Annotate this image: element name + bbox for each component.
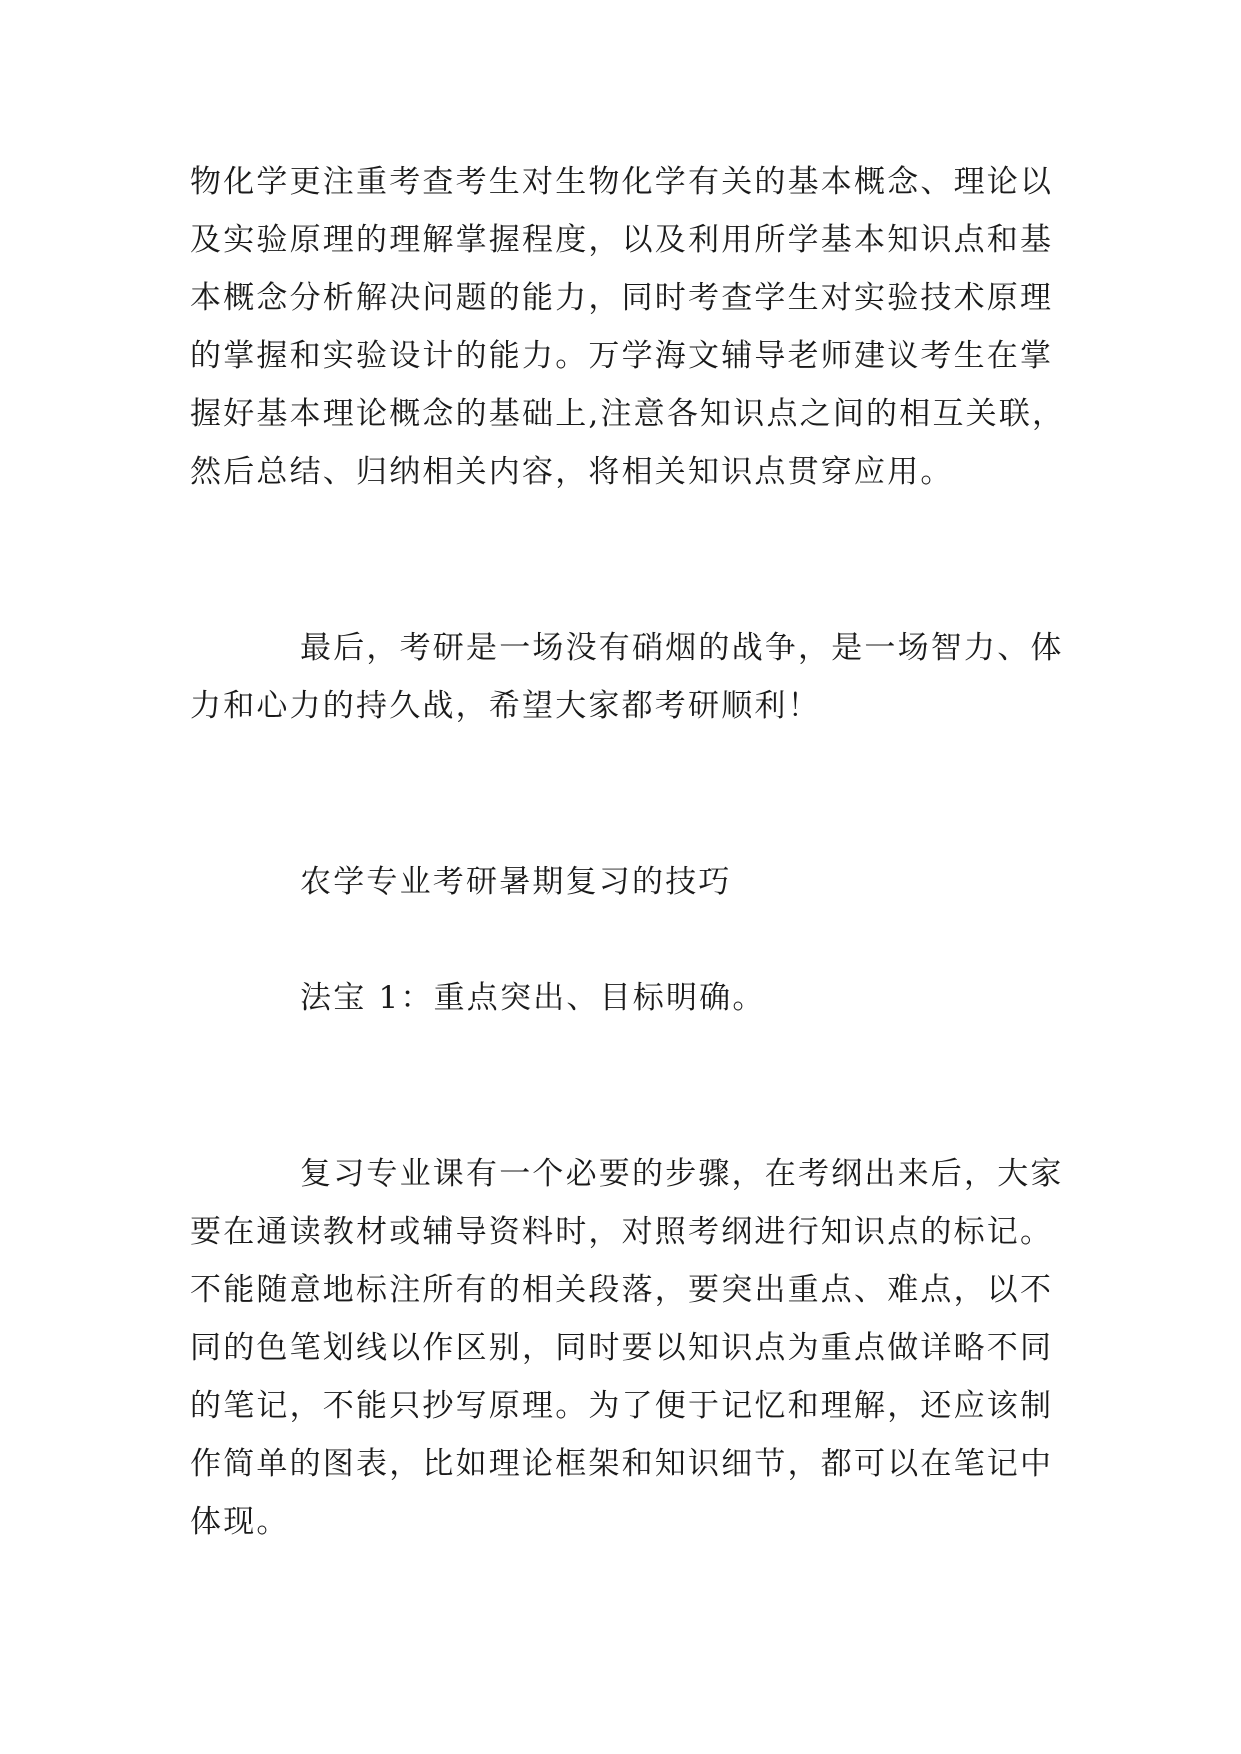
paragraph-line: 本概念分析解决问题的能力，同时考查学生对实验技术原理 xyxy=(190,280,1054,316)
section-title: 农学专业考研暑期复习的技巧 xyxy=(300,864,732,900)
subheading: 法宝 1：重点突出、目标明确。 xyxy=(300,980,766,1016)
paragraph-line: 然后总结、归纳相关内容，将相关知识点贯穿应用。 xyxy=(190,454,954,490)
paragraph-line: 及实验原理的理解掌握程度，以及利用所学基本知识点和基 xyxy=(190,222,1054,258)
paragraph-line: 物化学更注重考查考生对生物化学有关的基本概念、理论以 xyxy=(190,164,1054,200)
paragraph-line: 要在通读教材或辅导资料时，对照考纲进行知识点的标记。 xyxy=(190,1214,1054,1250)
paragraph-line: 作简单的图表，比如理论框架和知识细节，都可以在笔记中 xyxy=(190,1446,1054,1482)
paragraph-line: 同的色笔划线以作区别，同时要以知识点为重点做详略不同 xyxy=(190,1330,1054,1366)
paragraph-line: 的掌握和实验设计的能力。万学海文辅导老师建议考生在掌 xyxy=(190,338,1054,374)
paragraph-line: 不能随意地标注所有的相关段落，要突出重点、难点，以不 xyxy=(190,1272,1054,1308)
paragraph-line: 体现。 xyxy=(190,1504,290,1540)
paragraph-line: 握好基本理论概念的基础上,注意各知识点之间的相互关联， xyxy=(190,396,1066,432)
paragraph-line: 最后，考研是一场没有硝烟的战争，是一场智力、体 xyxy=(300,630,1064,666)
paragraph-line: 力和心力的持久战，希望大家都考研顺利！ xyxy=(190,688,821,724)
paragraph-line: 的笔记，不能只抄写原理。为了便于记忆和理解，还应该制 xyxy=(190,1388,1054,1424)
paragraph-line: 复习专业课有一个必要的步骤，在考纲出来后，大家 xyxy=(300,1156,1064,1192)
